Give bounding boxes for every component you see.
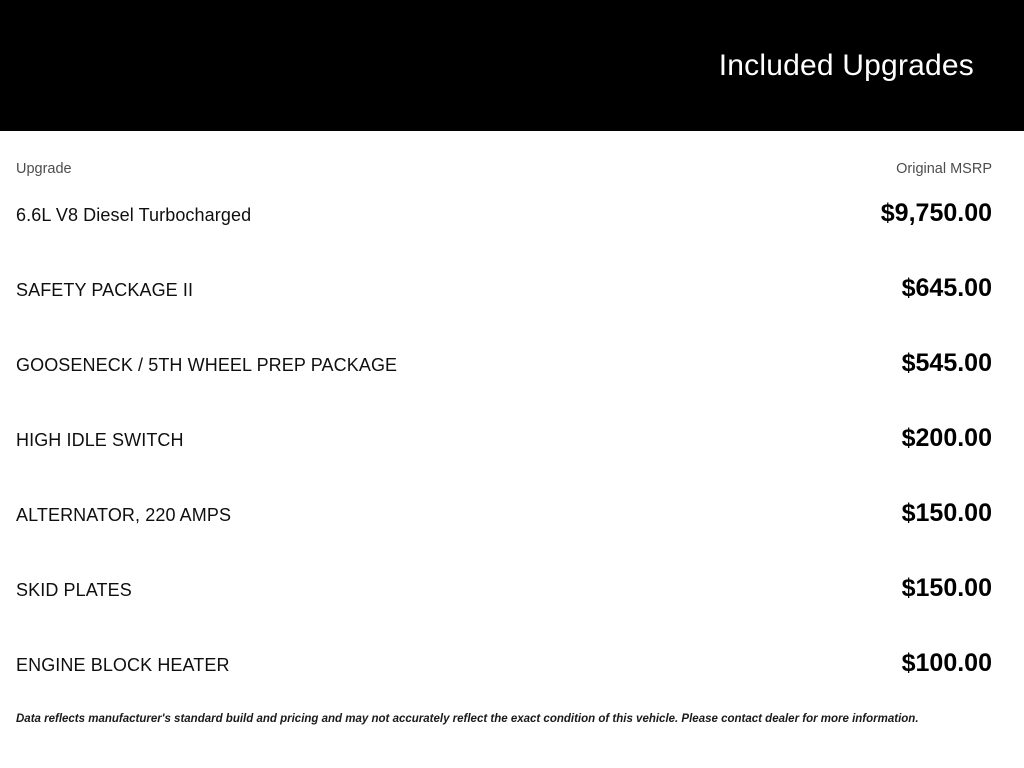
column-header-upgrade: Upgrade <box>16 161 72 177</box>
column-header-msrp: Original MSRP <box>896 161 992 177</box>
upgrade-name: SKID PLATES <box>16 580 132 600</box>
upgrade-price: $9,750.00 <box>880 199 992 227</box>
upgrade-price: $100.00 <box>901 649 992 677</box>
disclaimer-text: Data reflects manufacturer's standard build and pricing and may not accurately reflect the exact condition of this vehicle. Please contact dealer for more information. <box>16 713 919 725</box>
table-row <box>16 558 992 633</box>
table-column-headers <box>16 161 992 177</box>
upgrade-name: ENGINE BLOCK HEATER <box>16 655 230 675</box>
table-row <box>16 333 992 408</box>
page-content <box>0 131 1024 768</box>
upgrade-price: $150.00 <box>901 499 992 527</box>
table-row <box>16 633 992 708</box>
table-row <box>16 483 992 558</box>
table-row <box>16 408 992 483</box>
upgrade-price: $150.00 <box>901 574 992 602</box>
table-row <box>16 183 992 258</box>
page-header <box>0 0 1024 131</box>
upgrade-name: ALTERNATOR, 220 AMPS <box>16 505 232 525</box>
upgrade-name: HIGH IDLE SWITCH <box>16 430 184 450</box>
upgrade-name: 6.6L V8 Diesel Turbocharged <box>16 205 252 225</box>
page-title: Included Upgrades <box>718 48 974 82</box>
upgrade-name: GOOSENECK / 5TH WHEEL PREP PACKAGE <box>16 355 398 375</box>
upgrade-price: $200.00 <box>901 424 992 452</box>
upgrade-price: $545.00 <box>901 349 992 377</box>
upgrade-name: SAFETY PACKAGE II <box>16 280 194 300</box>
upgrade-price: $645.00 <box>901 274 992 302</box>
table-row <box>16 258 992 333</box>
upgrades-list <box>16 183 992 708</box>
